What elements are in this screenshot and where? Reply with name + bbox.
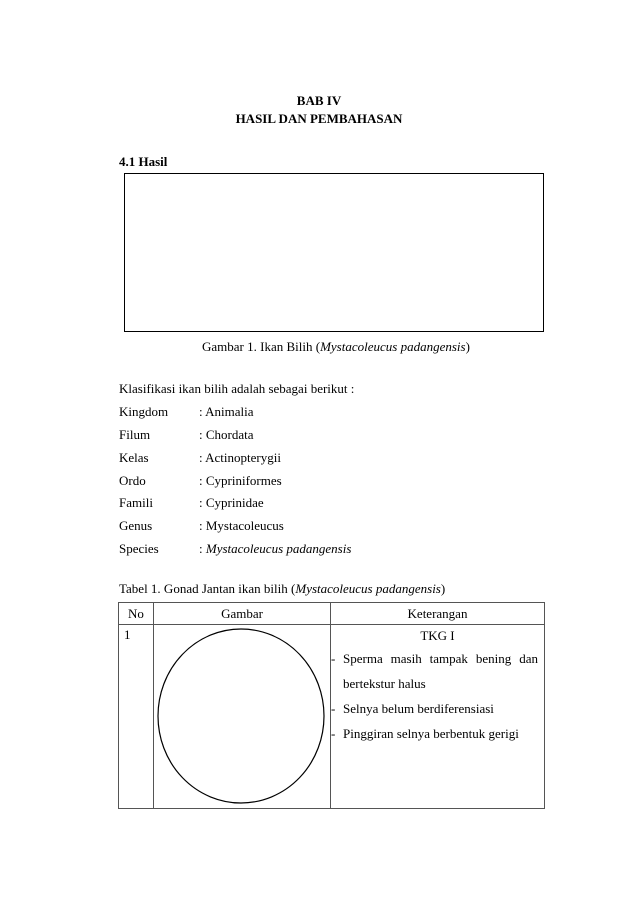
note-item — [331, 696, 544, 721]
figure-caption — [202, 339, 470, 355]
note-dash: - — [331, 651, 336, 666]
note-line: bertekstur halus — [343, 676, 426, 691]
classification-value-species: Mystacoleucus padangensis — [205, 541, 352, 556]
table-caption-species: Mystacoleucus padangensis — [295, 581, 441, 596]
figure-caption-prefix: Gambar 1. Ikan Bilih ( — [202, 339, 321, 354]
classification-key: Famili — [119, 495, 153, 510]
table-row — [119, 625, 545, 809]
note-dash: - — [331, 726, 336, 741]
classification-value — [199, 541, 351, 557]
note-item — [331, 646, 544, 696]
note-item — [331, 721, 544, 746]
note-line: Sperma masih tampak bening dan — [343, 651, 538, 666]
classification-value-prefix: : — [199, 541, 206, 556]
row-image-cell — [154, 625, 331, 809]
note-dash: - — [331, 701, 336, 716]
header-keterangan: Keterangan — [331, 603, 545, 625]
classification-key: Kelas — [119, 450, 149, 465]
classification-value: : Animalia — [199, 404, 254, 419]
header-gambar: Gambar — [154, 603, 331, 625]
classification-intro: Klasifikasi ikan bilih adalah sebagai berikut : — [119, 381, 355, 396]
classification-value: : Actinopterygii — [199, 450, 281, 465]
note-line: Selnya belum berdiferensiasi — [343, 701, 494, 716]
note-line: Pinggiran selnya berbentuk gerigi — [343, 726, 519, 741]
row-number: 1 — [119, 625, 154, 809]
figure-image-frame — [124, 173, 544, 332]
table-caption-prefix: Tabel 1. Gonad Jantan ikan bilih ( — [119, 581, 296, 596]
chapter-title: HASIL DAN PEMBAHASAN — [235, 111, 403, 126]
header-no: No — [119, 603, 154, 625]
figure-caption-suffix: ) — [465, 339, 470, 354]
section-heading: 4.1 Hasil — [119, 154, 168, 169]
classification-key: Species — [119, 541, 159, 556]
gonad-image-placeholder — [154, 625, 330, 804]
classification-key: Kingdom — [119, 404, 169, 419]
classification-value: : Cypriniformes — [199, 473, 282, 488]
classification-value: : Cyprinidae — [199, 495, 264, 510]
row-description-cell — [331, 625, 545, 809]
classification-key: Filum — [119, 427, 151, 442]
classification-key: Ordo — [119, 473, 146, 488]
classification-key: Genus — [119, 518, 153, 533]
chapter-number: BAB IV — [296, 93, 342, 108]
gonad-table — [118, 602, 545, 809]
classification-value: : Chordata — [199, 427, 254, 442]
classification-value: : Mystacoleucus — [199, 518, 284, 533]
figure-caption-species: Mystacoleucus padangensis — [320, 339, 466, 354]
stage-label: TKG I — [420, 628, 455, 643]
table-caption — [119, 581, 445, 597]
table-header-row — [119, 603, 545, 625]
table-caption-suffix: ) — [440, 581, 446, 596]
